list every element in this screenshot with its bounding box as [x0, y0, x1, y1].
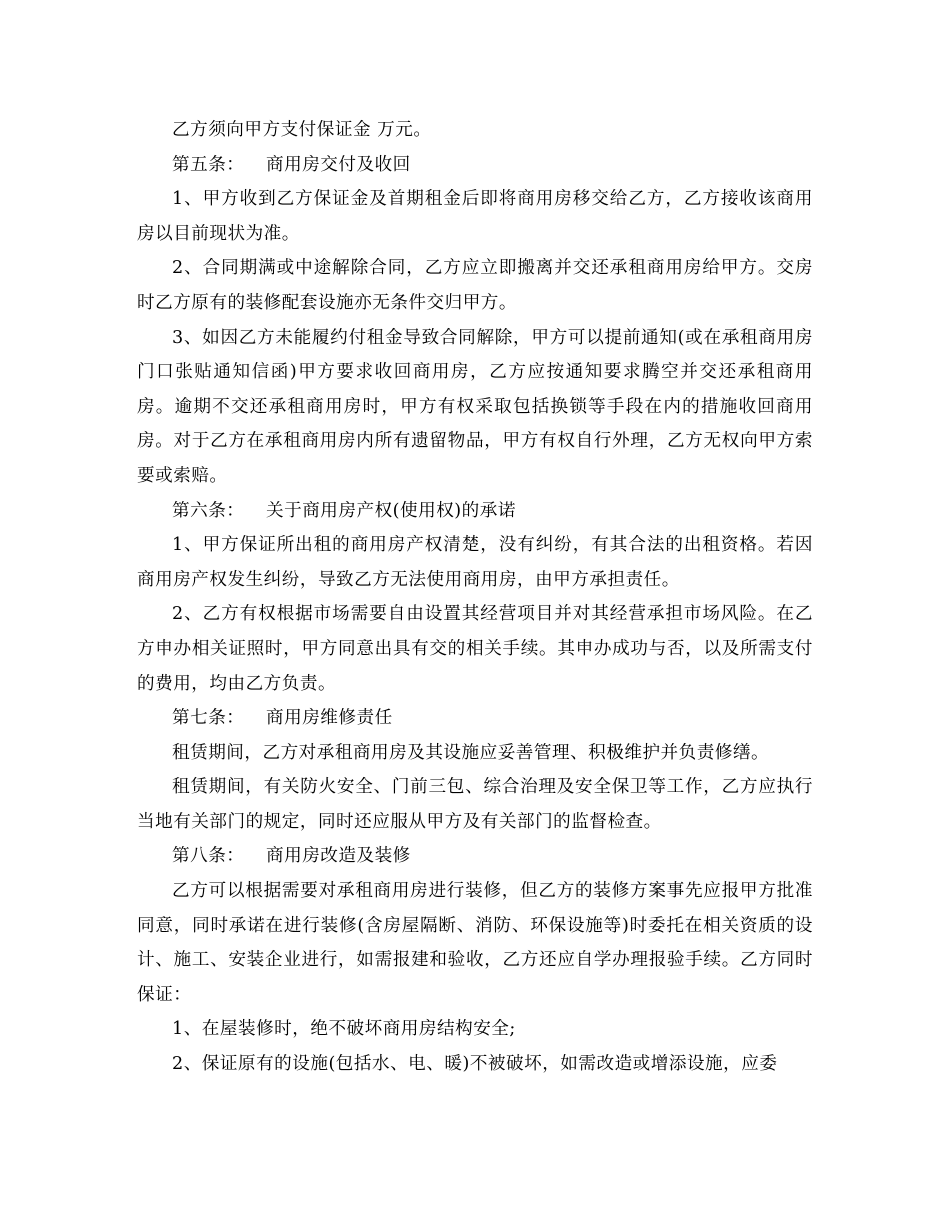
paragraph: 乙方可以根据需要对承租商用房进行装修，但乙方的装修方案事先应报甲方批准同意，同时承诺在进行装修(含房屋隔断、消防、环保设施等)时委托在相关资质的设计、施工、安装企业进行，如需报建和验收，乙方还应自学办理报验手续。乙方同时保证： — [137, 881, 813, 1005]
document-page — [137, 113, 813, 1082]
section-number: 第八条： — [172, 846, 245, 867]
paragraph: 租赁期间，有关防火安全、门前三包、综合治理及安全保卫等工作，乙方应执行当地有关部门的规定，同时还应服从甲方及有关部门的监督检查。 — [137, 777, 813, 832]
section-heading-8 — [137, 839, 813, 874]
paragraph: 2、乙方有权根据市场需要自由设置其经营项目并对其经营承担市场风险。在乙方申办相关证照时，甲方同意出具有交的相关手续。其申办成功与否，以及所需支付的费用，均由乙方负责。 — [137, 604, 813, 694]
section-number: 第六条： — [172, 500, 245, 521]
paragraph: 1、在屋装修时，绝不破坏商用房结构安全; — [172, 1019, 516, 1040]
paragraph: 1、甲方收到乙方保证金及首期租金后即将商用房移交给乙方，乙方接收该商用房以目前现状为准。 — [137, 189, 813, 244]
paragraph: 租赁期间，乙方对承租商用房及其设施应妥善管理、积极维护并负责修缮。 — [172, 742, 770, 763]
paragraph: 2、保证原有的设施(包括水、电、暖)不被破坏，如需改造或增添设施，应委 — [172, 1054, 778, 1075]
section-title: 商用房改造及装修 — [266, 846, 411, 867]
section-number: 第七条： — [172, 708, 245, 729]
section-title: 商用房维修责任 — [266, 708, 393, 729]
paragraph: 2、合同期满或中途解除合同，乙方应立即搬离并交还承租商用房给甲方。交房时乙方原有的装修配套设施亦无条件交归甲方。 — [137, 258, 813, 313]
paragraph: 1、甲方保证所出租的商用房产权清楚，没有纠纷，有其合法的出租资格。若因商用房产权发生纠纷，导致乙方无法使用商用房，由甲方承担责任。 — [137, 535, 813, 590]
section-heading-7 — [137, 701, 813, 736]
section-heading-5 — [137, 148, 813, 183]
paragraph: 3、如因乙方未能履约付租金导致合同解除，甲方可以提前通知(或在承租商用房门口张贴通知信函)甲方要求收回商用房，乙方应按通知要求腾空并交还承租商用房。逾期不交还承租商用房时，甲方有权采取包括换锁等手段在内的措施收回商用房。对于乙方在承租商用房内所有遗留物品，甲方有权自行外理，乙方无权向甲方索要或索赔。 — [137, 327, 813, 486]
section-number: 第五条： — [172, 154, 245, 175]
section-title: 商用房交付及收回 — [266, 154, 411, 175]
section-title: 关于商用房产权(使用权)的承诺 — [266, 500, 516, 521]
paragraph: 乙方须向甲方支付保证金 万元。 — [172, 120, 432, 140]
section-heading-6 — [137, 494, 813, 529]
